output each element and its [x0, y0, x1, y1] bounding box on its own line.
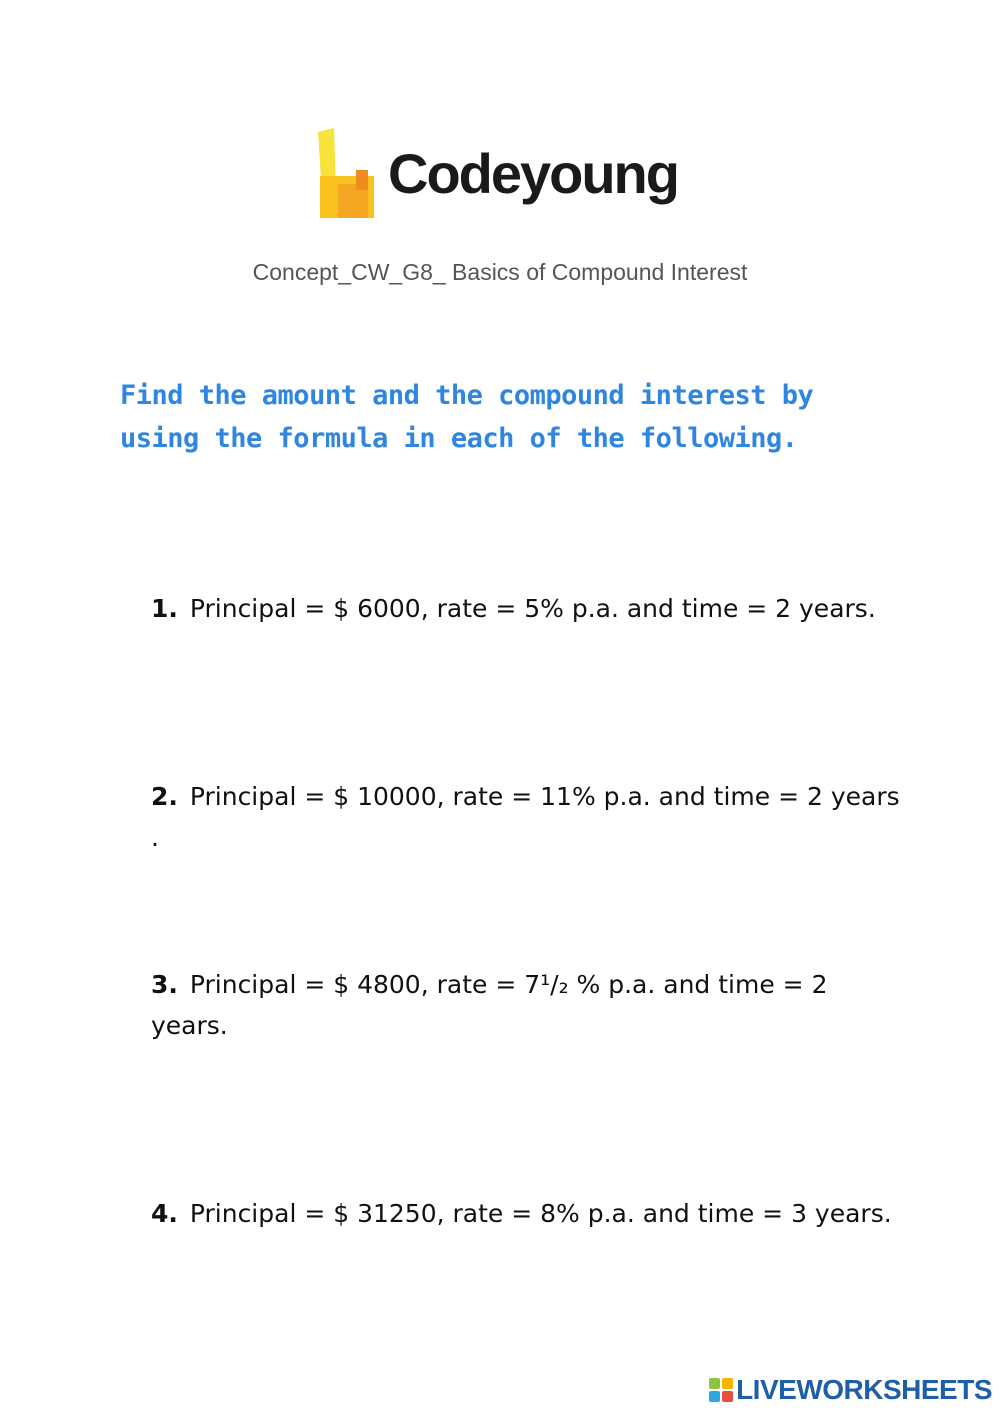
codeyoung-logo-icon: [312, 126, 376, 222]
logo-wordmark: Codeyoung: [388, 142, 678, 205]
question-1: [151, 588, 911, 629]
question-number: 2.: [151, 782, 178, 811]
question-text: Principal = $ 4800, rate = 7¹/₂ % p.a. and time = 2 years.: [151, 970, 828, 1040]
question-text: Principal = $ 6000, rate = 5% p.a. and time = 2 years.: [189, 594, 876, 623]
question-text: Principal = $ 31250, rate = 8% p.a. and time = 3 years.: [189, 1199, 892, 1228]
question-text: Principal = $ 10000, rate = 11% p.a. and time = 2 years .: [151, 782, 900, 852]
instruction-text: [120, 374, 880, 460]
question-3: [151, 964, 911, 1046]
watermark-text: LIVEWORKSHEETS: [736, 1374, 992, 1405]
question-4: [151, 1193, 911, 1234]
instruction-line-2: using the formula in each of the following.: [120, 423, 798, 454]
liveworksheets-logo-icon: [708, 1377, 734, 1403]
worksheet-subtitle: Concept_CW_G8_ Basics of Compound Interest: [252, 259, 748, 285]
question-2: [151, 776, 911, 858]
instruction-line-1: Find the amount and the compound interest by: [120, 380, 814, 411]
question-number: 1.: [151, 594, 178, 623]
question-number: 3.: [151, 970, 178, 999]
liveworksheets-watermark: [708, 1373, 992, 1407]
question-number: 4.: [151, 1199, 178, 1228]
codeyoung-logo: [312, 126, 712, 236]
